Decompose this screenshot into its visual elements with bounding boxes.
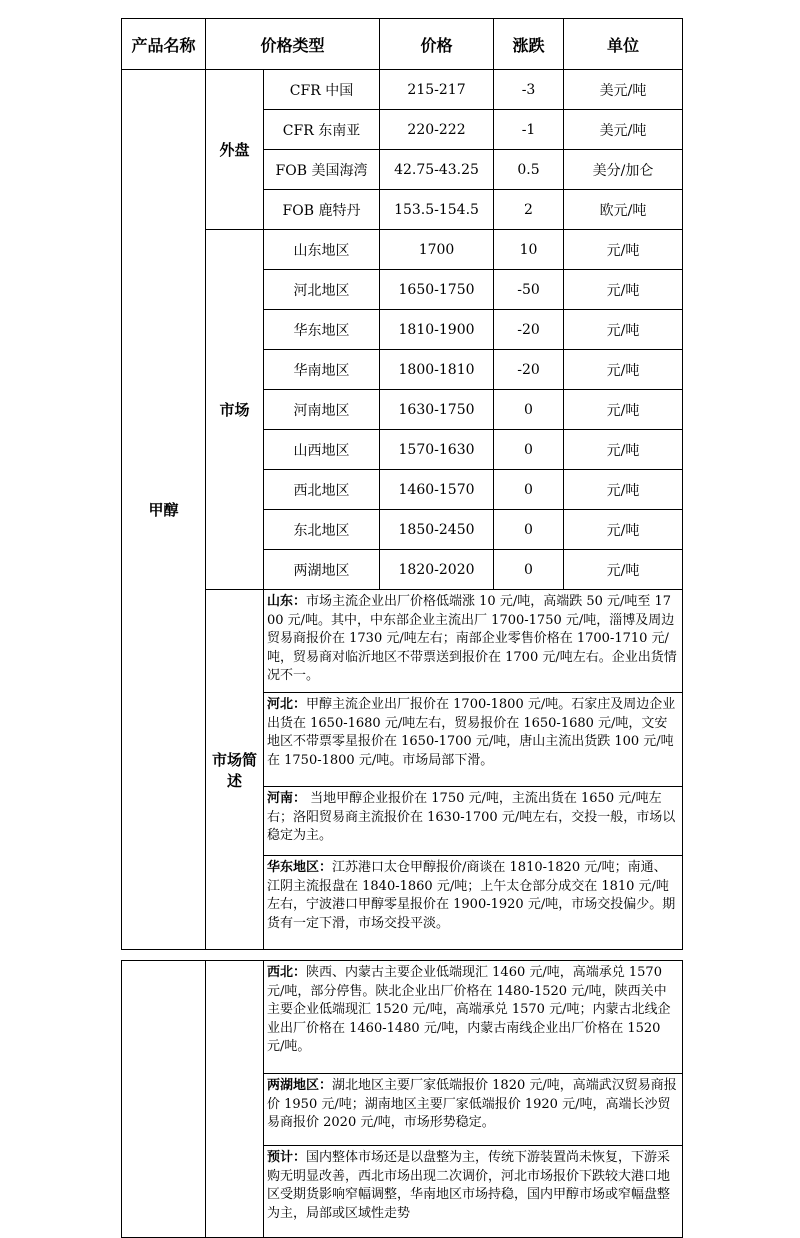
price-type-cell: 华南地区	[264, 350, 380, 390]
summary-region: 华东地区：	[267, 860, 333, 875]
price-type-cell: 东北地区	[264, 510, 380, 550]
change-cell: 0	[494, 470, 564, 510]
summary-forecast	[264, 1146, 683, 1238]
summary-region: 两湖地区：	[267, 1078, 333, 1093]
summary-shandong	[264, 590, 683, 693]
price-cell: 1570-1630	[380, 430, 494, 470]
price-cell: 1630-1750	[380, 390, 494, 430]
change-cell: 0.5	[494, 150, 564, 190]
summary-text: 甲醇主流企业出厂报价在 1700-1800 元/吨。石家庄及周边企业出货在 1650-1680 元/吨左右，贸易报价在 1650-1680 元/吨，文安地区不带票零星报价在 1650-1700 元/吨，唐山主流出货跌 100 元/吨在 1750-1800 元/吨。市场局部下滑。	[267, 697, 676, 768]
price-type-cell: 山西地区	[264, 430, 380, 470]
change-cell: 2	[494, 190, 564, 230]
summary-row	[122, 961, 683, 1074]
price-type-cell: 两湖地区	[264, 550, 380, 590]
price-type-cell: FOB 美国海湾	[264, 150, 380, 190]
unit-cell: 元/吨	[564, 430, 683, 470]
summary-row	[122, 590, 683, 693]
price-type-cell: CFR 中国	[264, 70, 380, 110]
unit-cell: 元/吨	[564, 550, 683, 590]
price-cell: 153.5-154.5	[380, 190, 494, 230]
summary-henan	[264, 787, 683, 856]
summary-northwest	[264, 961, 683, 1074]
group-market: 市场	[206, 230, 264, 590]
unit-cell: 美分/加仑	[564, 150, 683, 190]
change-cell: 10	[494, 230, 564, 270]
blank-product-cell	[122, 961, 206, 1238]
price-table	[121, 18, 683, 950]
product-name: 甲醇	[122, 70, 206, 950]
summary-text: 湖北地区主要厂家低端报价 1820 元/吨，高端武汉贸易商报价 1950 元/吨；湖南地区主要厂家低端报价 1920 元/吨，高端长沙贸易商报价 2020 元/吨，市场形势稳定。	[267, 1078, 677, 1131]
change-cell: -1	[494, 110, 564, 150]
table-row	[122, 230, 683, 270]
summary-text: 陕西、内蒙古主要企业低端现汇 1460 元/吨，高端承兑 1570 元/吨，部分停售。陕北企业出厂价格在 1480-1520 元/吨，陕西关中主要企业低端现汇 1520 元/吨，高端承兑 1570 元/吨；内蒙古北线企业出厂价格在 1460-1480 元/吨，内蒙古南线企业出厂价格在 1520 元/吨。	[267, 965, 671, 1055]
summary-table-continued	[121, 960, 683, 1238]
summary-region: 河南：	[267, 791, 307, 806]
blank-group-cell	[206, 961, 264, 1238]
price-cell: 1850-2450	[380, 510, 494, 550]
summary-text: 国内整体市场还是以盘整为主，传统下游装置尚未恢复，下游采购无明显改善，西北市场出现二次调价，河北市场报价下跌较大港口地区受期货影响窄幅调整，华南地区市场持稳，国内甲醇市场或窄幅盘整为主，局部或区域性走势	[267, 1150, 671, 1221]
change-cell: -20	[494, 310, 564, 350]
unit-cell: 元/吨	[564, 270, 683, 310]
group-overseas: 外盘	[206, 70, 264, 230]
price-cell: 42.75-43.25	[380, 150, 494, 190]
summary-region: 河北：	[267, 697, 307, 712]
unit-cell: 元/吨	[564, 510, 683, 550]
header-change: 涨跌	[494, 19, 564, 70]
header-price: 价格	[380, 19, 494, 70]
summary-text: 江苏港口太仓甲醇报价/商谈在 1810-1820 元/吨；南通、江阴主流报盘在 1840-1860 元/吨；上午太仓部分成交在 1810 元/吨左右，宁波港口甲醇零星报价在 1900-1920 元/吨，市场交投偏少。期货有一定下滑，市场交投平淡。	[267, 860, 676, 931]
price-cell: 1460-1570	[380, 470, 494, 510]
change-cell: 0	[494, 550, 564, 590]
price-type-cell: 西北地区	[264, 470, 380, 510]
price-type-cell: CFR 东南亚	[264, 110, 380, 150]
change-cell: 0	[494, 510, 564, 550]
price-type-cell: 河南地区	[264, 390, 380, 430]
unit-cell: 元/吨	[564, 350, 683, 390]
summary-region: 山东：	[267, 594, 307, 609]
change-cell: -3	[494, 70, 564, 110]
price-cell: 1700	[380, 230, 494, 270]
summary-east-china	[264, 856, 683, 950]
change-cell: 0	[494, 390, 564, 430]
header-price-type: 价格类型	[206, 19, 380, 70]
summary-text: 当地甲醇企业报价在 1750 元/吨，主流出货在 1650 元/吨左右；洛阳贸易商主流报价在 1630-1700 元/吨左右，交投一般，市场以稳定为主。	[267, 791, 676, 844]
price-type-cell: 河北地区	[264, 270, 380, 310]
unit-cell: 美元/吨	[564, 110, 683, 150]
group-summary: 市场简述	[206, 590, 264, 950]
price-type-cell: FOB 鹿特丹	[264, 190, 380, 230]
price-cell: 1810-1900	[380, 310, 494, 350]
price-type-cell: 山东地区	[264, 230, 380, 270]
unit-cell: 元/吨	[564, 470, 683, 510]
table-row	[122, 70, 683, 110]
summary-region: 预计：	[267, 1150, 307, 1165]
price-cell: 1650-1750	[380, 270, 494, 310]
price-report	[121, 18, 682, 1238]
unit-cell: 美元/吨	[564, 70, 683, 110]
price-cell: 1820-2020	[380, 550, 494, 590]
price-type-cell: 华东地区	[264, 310, 380, 350]
price-cell: 1800-1810	[380, 350, 494, 390]
price-cell: 215-217	[380, 70, 494, 110]
summary-hebei	[264, 693, 683, 787]
header-unit: 单位	[564, 19, 683, 70]
summary-region: 西北：	[267, 965, 307, 980]
price-cell: 220-222	[380, 110, 494, 150]
unit-cell: 元/吨	[564, 310, 683, 350]
change-cell: -20	[494, 350, 564, 390]
unit-cell: 欧元/吨	[564, 190, 683, 230]
summary-hubei-hunan	[264, 1074, 683, 1146]
unit-cell: 元/吨	[564, 230, 683, 270]
header-row	[122, 19, 683, 70]
change-cell: -50	[494, 270, 564, 310]
change-cell: 0	[494, 430, 564, 470]
summary-text: 市场主流企业出厂价格低端涨 10 元/吨，高端跌 50 元/吨至 1700 元/吨。其中，中东部企业主流出厂 1700-1750 元/吨，淄博及周边贸易商报价在 1730 元/吨左右；南部企业零售价格在 1700-1710 元/吨，贸易商对临沂地区不带票送到报价在 1700 元/吨左右。企业出货情况不一。	[267, 594, 677, 684]
unit-cell: 元/吨	[564, 390, 683, 430]
header-product: 产品名称	[122, 19, 206, 70]
